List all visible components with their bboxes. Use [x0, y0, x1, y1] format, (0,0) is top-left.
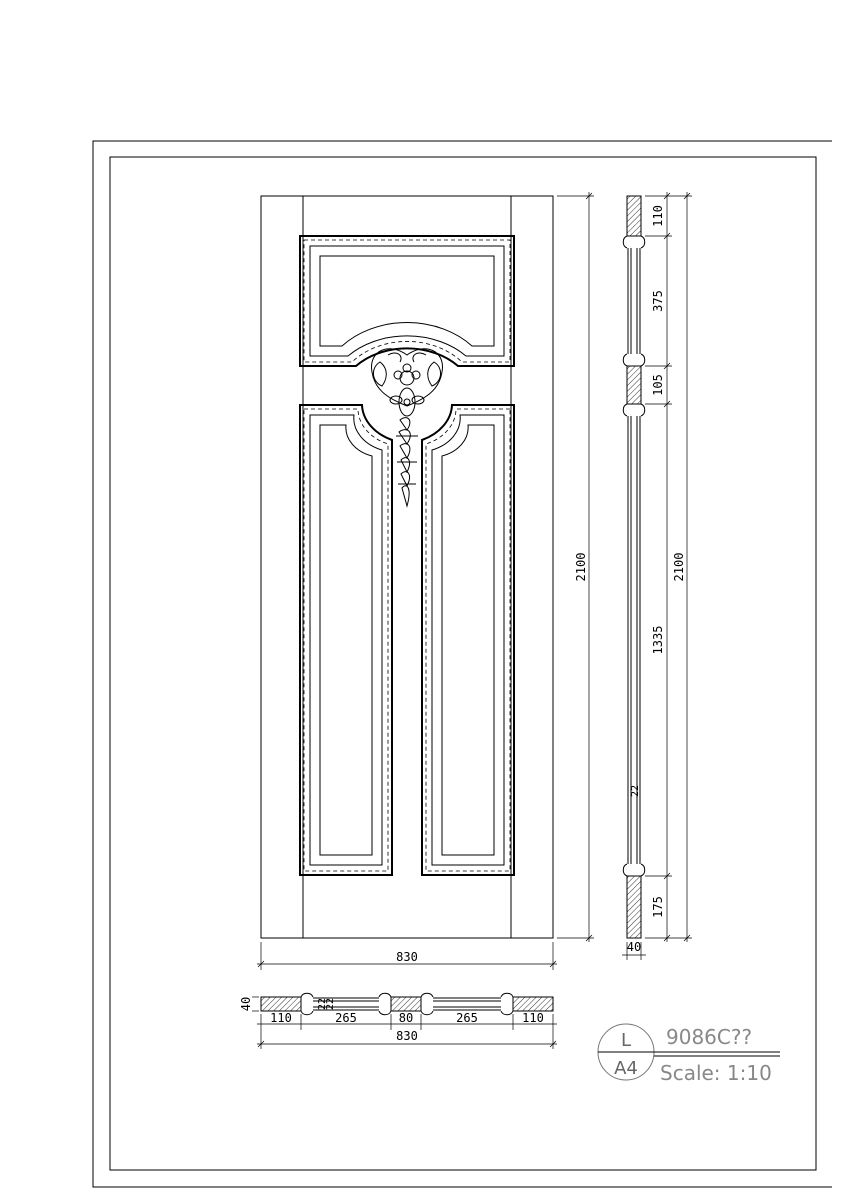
- section-thickness-label: 40: [239, 996, 253, 1012]
- side-total-label: 2100: [672, 552, 686, 582]
- side-total-dimension: [672, 192, 690, 942]
- section-seg-4: 265: [456, 1011, 478, 1025]
- section-total-dimension: [257, 1029, 557, 1047]
- front-width-label: 830: [396, 950, 418, 964]
- section-small-label-2: 22: [325, 997, 336, 1011]
- side-seg-5: 175: [651, 896, 665, 918]
- door-side-section: [622, 192, 692, 960]
- section-seg-5: 110: [522, 1011, 544, 1025]
- door-horizontal-section: [239, 993, 557, 1049]
- title-block: [598, 1024, 780, 1085]
- top-panel: [300, 236, 514, 366]
- section-seg-1: 110: [270, 1011, 292, 1025]
- height-dimension: [557, 192, 594, 942]
- sheet-size: A4: [614, 1058, 638, 1079]
- side-small-label: 22: [630, 784, 641, 798]
- section-total-label: 830: [396, 1029, 418, 1043]
- section-seg-3: 80: [398, 1011, 414, 1025]
- side-thickness-label: 40: [626, 940, 642, 954]
- side-thickness-dimension: [622, 940, 646, 960]
- side-seg-1: 110: [651, 205, 665, 227]
- door-front-elevation: [257, 192, 594, 970]
- left-panel: [300, 405, 392, 875]
- width-dimension: [257, 942, 557, 970]
- right-panel: [422, 405, 514, 875]
- side-seg-3: 105: [651, 374, 665, 396]
- section-seg-2: 265: [335, 1011, 357, 1025]
- side-seg-4: 1335: [651, 625, 665, 655]
- sheet-letter: L: [620, 1030, 632, 1051]
- drawing-number: 9086C??: [666, 1025, 753, 1049]
- side-seg-2: 375: [651, 290, 665, 312]
- front-height-label: 2100: [574, 552, 588, 582]
- section-small-label-1: 22: [317, 997, 328, 1011]
- drawing-scale: Scale: 1:10: [660, 1061, 772, 1085]
